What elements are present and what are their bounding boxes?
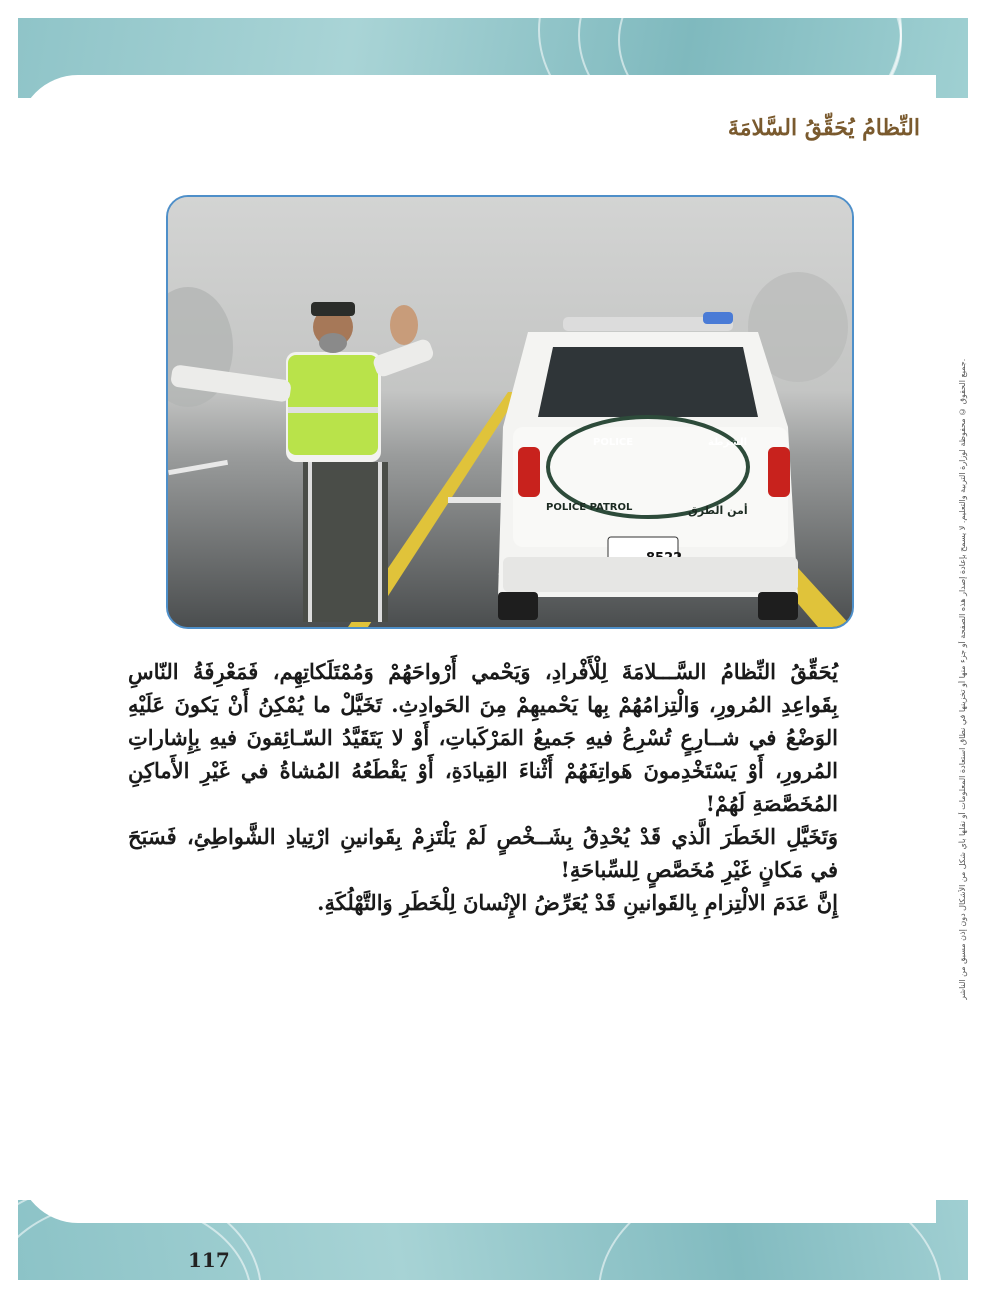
police-patrol-car [498, 312, 798, 620]
police-officer-photo [166, 195, 854, 629]
car-rear-label: POLICE PATROL [546, 502, 633, 513]
car-rear-arabic-label: أمن الطرق [688, 504, 748, 517]
paragraph: يُحَقِّقُ النِّظامُ السَّـــلامَةَ لِلْأَفْرادِ، وَيَحْمي أَرْواحَهُمْ وَمُمْتَلَكاتِهِم، فَمَعْرِفَةُ النّاسِ بِقَواعِدِ المُرورِ، وَالْتِزامُهُمْ بِها يَحْميهِمْ مِنَ الحَوادِثِ. تَخَيَّلْ ما يُمْكِنُ أَنْ يَكونَ عَلَيْهِ الوَضْعُ في شــارِعٍ تُسْرِعُ فيهِ جَميعُ المَرْكَباتِ، أَوْ لا يَتَقَيَّدُ السّـائِقونَ فيهِ بِإِشاراتِ المُرورِ، أَوْ يَسْتَخْدِمونَ هَواتِفَهُمْ أَثْناءَ القِيادَةِ، أَوْ يَقْطَعُهُ المُشاةُ في غَيْرِ الأَماكِنِ المُخَصَّصَةِ لَهُمْ! [128, 659, 838, 816]
page-number: 117 [188, 1248, 230, 1272]
car-door-label: POLICE [593, 437, 634, 448]
copyright-side-note: جميع الحقوق © محفوظة لوزارة التربية والتعليم. لا يسمح بإعادة إصدار هذه الصفحة أو جزء منها أو تخزينها في نطاق استعادة المعلومات أو نقلها بأي شكل من الأشكال دون إذن مسبق من الناشر. [958, 358, 967, 1000]
paragraph: إِنَّ عَدَمَ الالْتِزامِ بِالقَوانينِ قَدْ يُعَرِّضُ الإِنْسانَ لِلْخَطَرِ وَالتَّهْلُكَةِ. [317, 890, 838, 915]
page-title: النِّظامُ يُحَقِّقُ السَّلامَةَ [727, 115, 920, 141]
main-text [128, 655, 838, 919]
car-door-arabic-label: الشرطة [708, 437, 748, 448]
paragraph: وَتَخَيَّلِ الخَطَرَ الَّذي قَدْ يُحْدِقُ بِشَــخْصٍ لَمْ يَلْتَزِمْ بِقَوانينِ ارْتِيادِ الشَّواطِئِ، فَسَبَحَ في مَكانٍ غَيْرِ مُخَصَّصٍ لِلسِّباحَةِ! [128, 824, 838, 882]
